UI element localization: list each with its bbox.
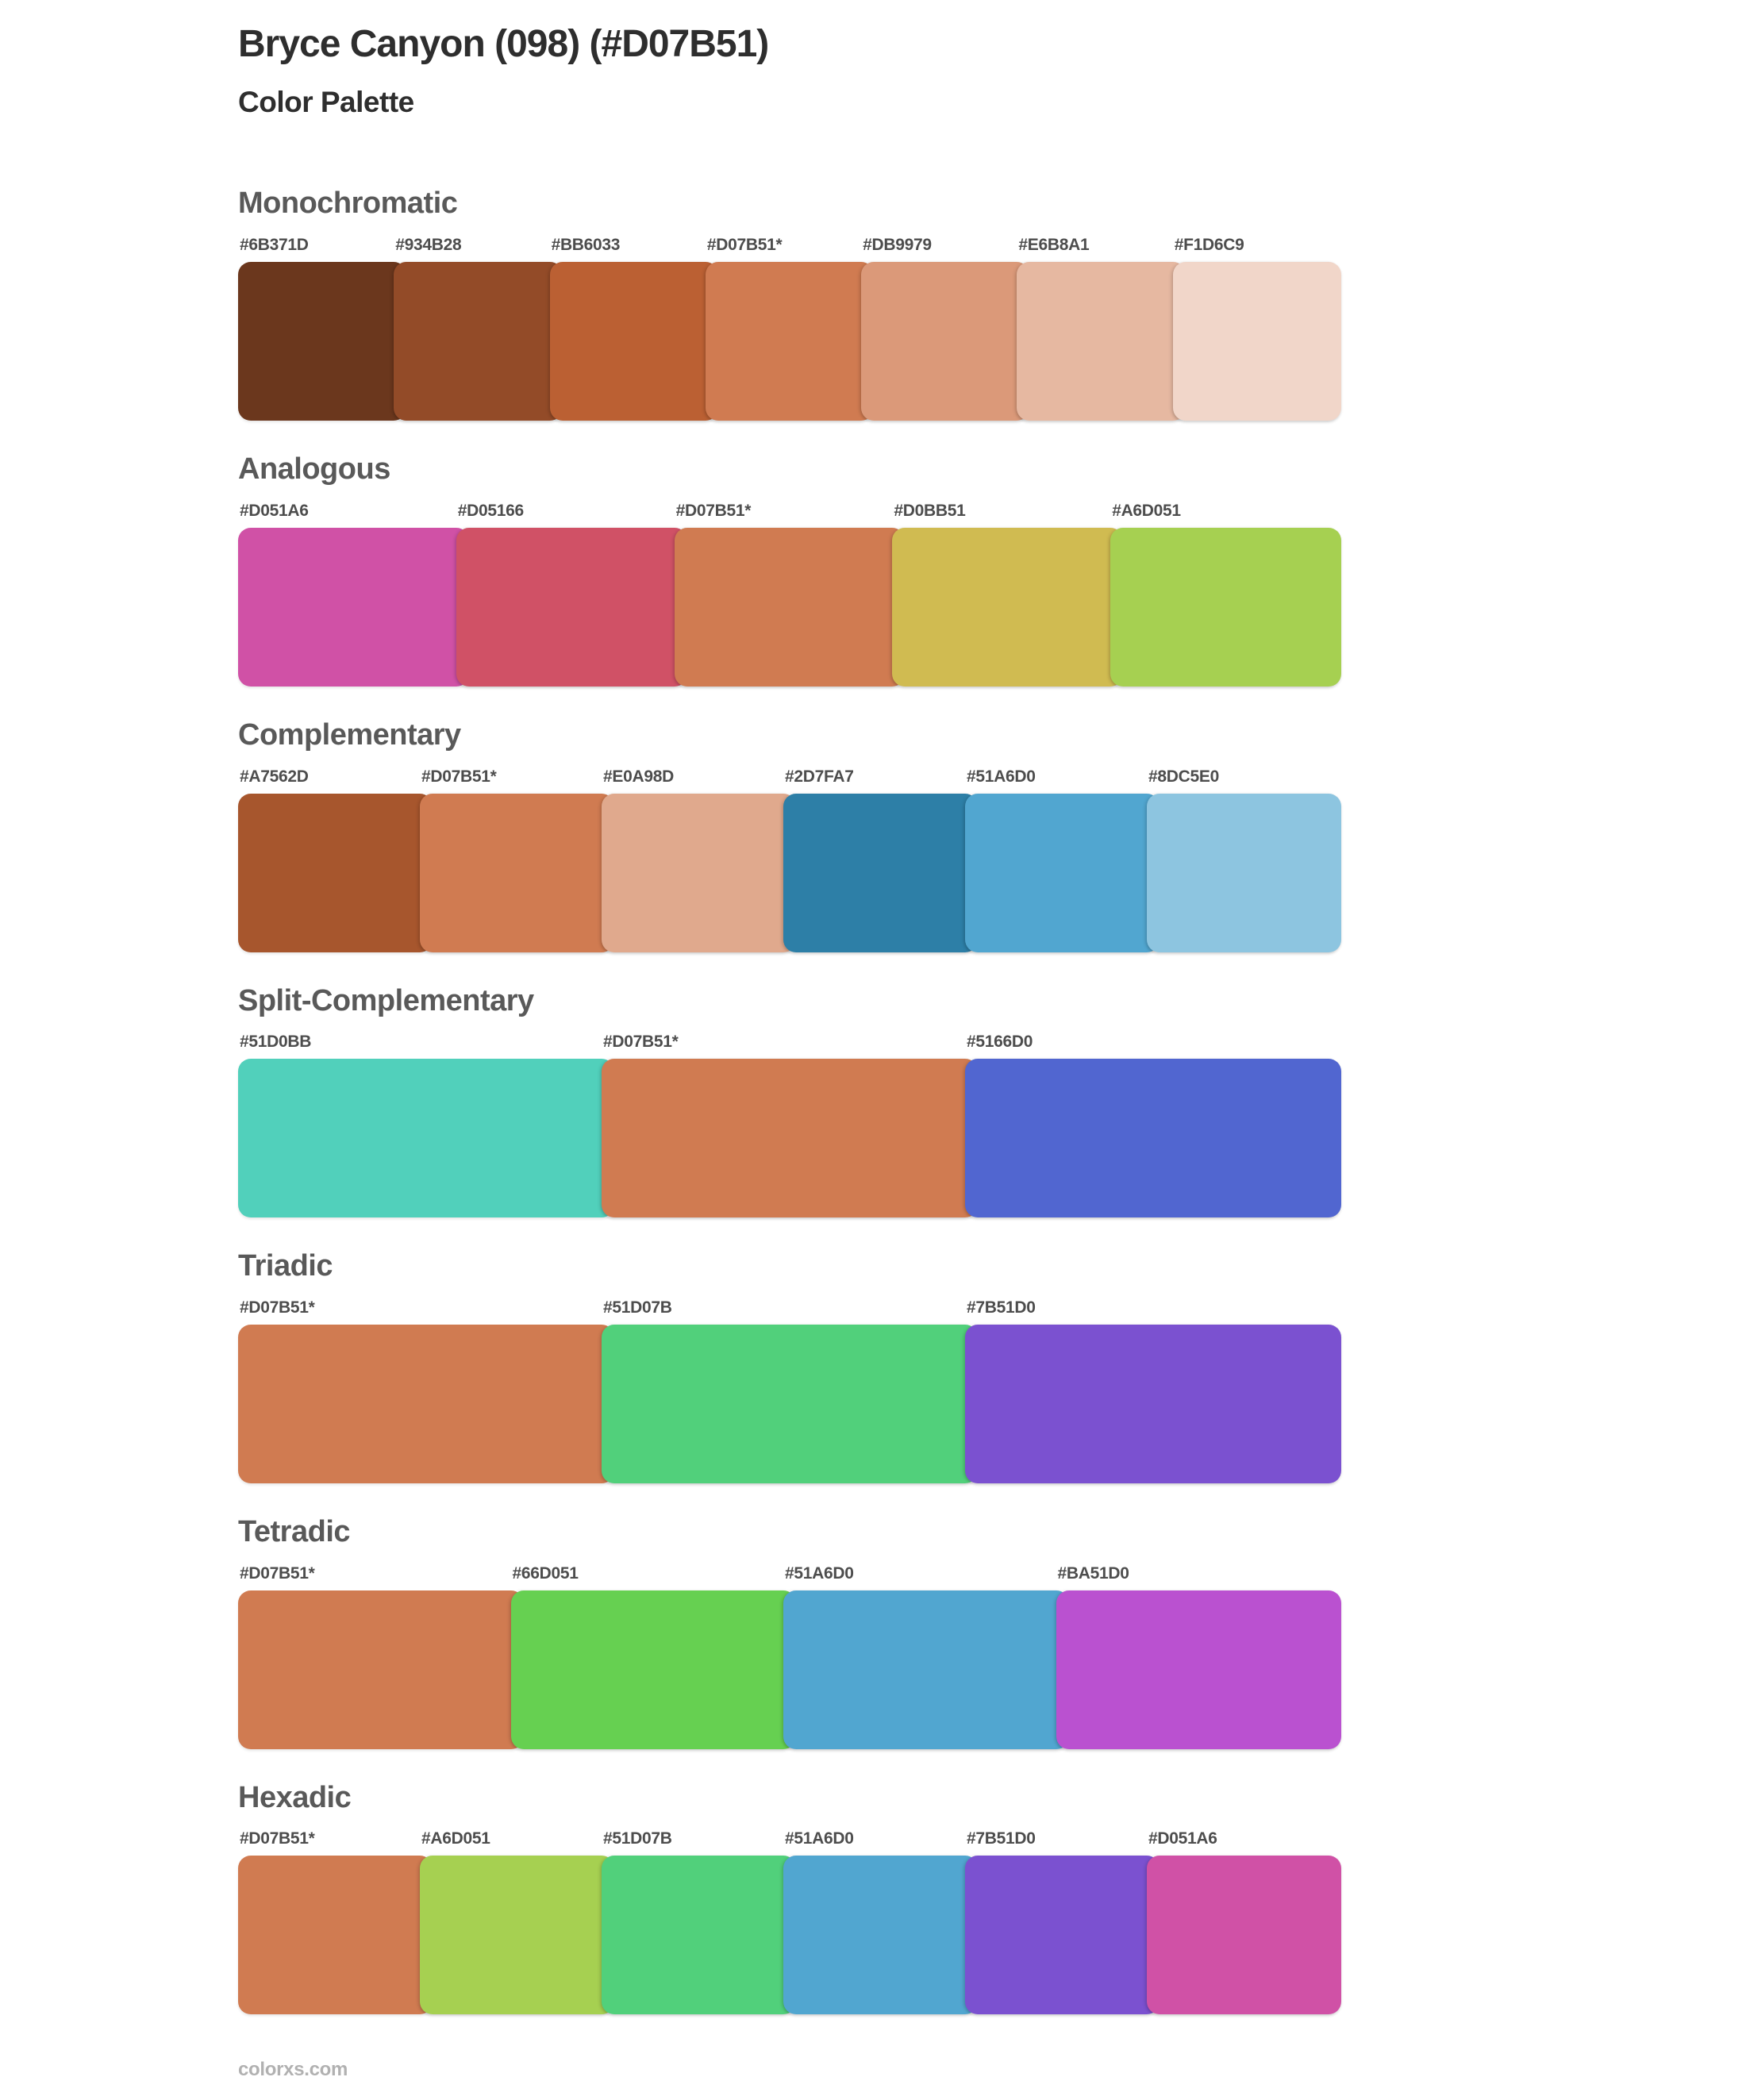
swatch-d07b51-base <box>238 1298 614 1483</box>
swatch-66d051 <box>511 1564 797 1749</box>
swatch-a6d051 <box>1110 502 1341 687</box>
swatch-color-block-8dc5e0[interactable] <box>1147 794 1341 952</box>
swatch-hex-label: #51D07B <box>603 1298 672 1317</box>
swatch-6b371d <box>238 236 406 421</box>
section-title-split-complementary: Split-Complementary <box>238 983 534 1017</box>
swatch-hex-label: #51A6D0 <box>785 1829 854 1848</box>
palette-section-analogous <box>238 452 1341 687</box>
swatch-color-block-bb6033[interactable] <box>550 262 718 421</box>
swatch-row <box>238 1829 1341 2014</box>
swatch-hex-label: #D07B51* <box>675 501 752 520</box>
page-subtitle: Color Palette <box>238 85 414 118</box>
swatch-hex-label: #51D0BB <box>240 1033 312 1052</box>
section-title-monochromatic: Monochromatic <box>238 187 458 221</box>
swatch-color-block-a7562d[interactable] <box>238 794 433 952</box>
swatch-color-block-51a6d0[interactable] <box>783 1590 1069 1749</box>
swatch-e0a98d <box>602 767 796 952</box>
swatch-8dc5e0 <box>1147 767 1341 952</box>
swatch-color-block-db9979[interactable] <box>861 262 1029 421</box>
swatch-hex-label: #51A6D0 <box>785 1563 854 1583</box>
swatch-hex-label: #51A6D0 <box>967 767 1036 786</box>
swatch-color-block-7b51d0[interactable] <box>965 1325 1341 1483</box>
swatch-color-block-7b51d0[interactable] <box>965 1856 1160 2014</box>
palette-sections <box>238 187 1341 2014</box>
swatch-d07b51-base <box>706 236 874 421</box>
swatch-bb6033 <box>550 236 718 421</box>
swatch-hex-label: #E6B8A1 <box>1018 236 1090 255</box>
swatch-d07b51-base <box>675 502 906 687</box>
swatch-color-block-d07b51[interactable] <box>238 1590 524 1749</box>
swatch-7b51d0 <box>965 1298 1341 1483</box>
swatch-7b51d0 <box>965 1829 1160 2014</box>
swatch-color-block-a6d051[interactable] <box>1110 528 1341 687</box>
swatch-d051a6 <box>1147 1829 1341 2014</box>
swatch-hex-label: #A6D051 <box>421 1829 490 1848</box>
swatch-color-block-d051a6[interactable] <box>1147 1856 1341 2014</box>
page-content <box>238 24 1341 2081</box>
swatch-color-block-d07b51[interactable] <box>675 528 906 687</box>
swatch-color-block-d07b51[interactable] <box>238 1856 433 2014</box>
swatch-hex-label: #D07B51* <box>706 236 783 255</box>
swatch-color-block-e6b8a1[interactable] <box>1017 262 1185 421</box>
swatch-color-block-d05166[interactable] <box>456 528 687 687</box>
swatch-color-block-2d7fa7[interactable] <box>783 794 978 952</box>
swatch-color-block-ba51d0[interactable] <box>1056 1590 1342 1749</box>
swatch-51a6d0 <box>783 1564 1069 1749</box>
swatch-d07b51-base <box>420 767 614 952</box>
section-title-complementary: Complementary <box>238 717 461 752</box>
swatch-51a6d0 <box>783 1829 978 2014</box>
swatch-d05166 <box>456 502 687 687</box>
swatch-color-block-f1d6c9[interactable] <box>1173 262 1341 421</box>
section-title-triadic: Triadic <box>238 1249 333 1283</box>
swatch-hex-label: #D07B51* <box>421 767 497 786</box>
swatch-5166d0 <box>965 1033 1341 1217</box>
swatch-d0bb51 <box>892 502 1123 687</box>
swatch-row <box>238 1033 1341 1217</box>
swatch-hex-label: #7B51D0 <box>967 1298 1036 1317</box>
palette-section-triadic <box>238 1249 1341 1483</box>
swatch-row <box>238 767 1341 952</box>
swatch-color-block-d07b51[interactable] <box>706 262 874 421</box>
swatch-hex-label: #51D07B <box>603 1829 672 1848</box>
swatch-hex-label: #D05166 <box>457 501 524 520</box>
swatch-hex-label: #2D7FA7 <box>785 767 854 786</box>
swatch-hex-label: #D0BB51 <box>894 501 966 520</box>
section-title-tetradic: Tetradic <box>238 1514 351 1548</box>
swatch-51a6d0 <box>965 767 1160 952</box>
swatch-51d07b <box>602 1298 978 1483</box>
swatch-hex-label: #5166D0 <box>967 1033 1033 1052</box>
swatch-d07b51-base <box>238 1564 524 1749</box>
swatch-row <box>238 502 1341 687</box>
swatch-color-block-51a6d0[interactable] <box>783 1856 978 2014</box>
section-title-hexadic: Hexadic <box>238 1780 352 1814</box>
swatch-color-block-51d07b[interactable] <box>602 1856 796 2014</box>
swatch-2d7fa7 <box>783 767 978 952</box>
swatch-hex-label: #6B371D <box>240 236 309 255</box>
swatch-hex-label: #A6D051 <box>1112 501 1181 520</box>
swatch-row <box>238 1298 1341 1483</box>
swatch-a7562d <box>238 767 433 952</box>
palette-section-monochromatic <box>238 187 1341 421</box>
swatch-d07b51-base <box>602 1033 978 1217</box>
swatch-51d0bb <box>238 1033 614 1217</box>
swatch-hex-label: #D07B51* <box>240 1298 315 1317</box>
swatch-51d07b <box>602 1829 796 2014</box>
swatch-hex-label: #BA51D0 <box>1057 1563 1129 1583</box>
palette-section-hexadic <box>238 1781 1341 2015</box>
swatch-hex-label: #D051A6 <box>240 501 309 520</box>
swatch-hex-label: #7B51D0 <box>967 1829 1036 1848</box>
swatch-db9979 <box>861 236 1029 421</box>
section-title-analogous: Analogous <box>238 452 390 487</box>
swatch-hex-label: #E0A98D <box>603 767 674 786</box>
swatch-hex-label: #D07B51* <box>603 1033 679 1052</box>
swatch-d07b51-base <box>238 1829 433 2014</box>
swatch-color-block-d051a6[interactable] <box>238 528 469 687</box>
swatch-color-block-5166d0[interactable] <box>965 1059 1341 1217</box>
palette-section-split-complementary <box>238 984 1341 1218</box>
swatch-color-block-51d0bb[interactable] <box>238 1059 614 1217</box>
swatch-d051a6 <box>238 502 469 687</box>
swatch-hex-label: #D07B51* <box>240 1563 315 1583</box>
swatch-color-block-51d07b[interactable] <box>602 1325 978 1483</box>
swatch-hex-label: #8DC5E0 <box>1148 767 1219 786</box>
swatch-ba51d0 <box>1056 1564 1342 1749</box>
palette-section-tetradic <box>238 1515 1341 1749</box>
swatch-934b28 <box>394 236 562 421</box>
swatch-a6d051 <box>420 1829 614 2014</box>
swatch-hex-label: #66D051 <box>512 1563 579 1583</box>
swatch-row <box>238 236 1341 421</box>
swatch-hex-label: #D07B51* <box>240 1829 315 1848</box>
footer-site-link[interactable]: colorxs.com <box>238 2059 348 2081</box>
swatch-hex-label: #A7562D <box>240 767 309 786</box>
swatch-hex-label: #D051A6 <box>1148 1829 1217 1848</box>
swatch-color-block-d07b51[interactable] <box>420 794 614 952</box>
swatch-e6b8a1 <box>1017 236 1185 421</box>
palette-section-complementary <box>238 718 1341 952</box>
swatch-color-block-a6d051[interactable] <box>420 1856 614 2014</box>
swatch-color-block-66d051[interactable] <box>511 1590 797 1749</box>
page-title: Bryce Canyon (098) (#D07B51) <box>238 23 769 65</box>
swatch-color-block-d0bb51[interactable] <box>892 528 1123 687</box>
swatch-row <box>238 1564 1341 1749</box>
swatch-hex-label: #934B28 <box>395 236 462 255</box>
swatch-color-block-d07b51[interactable] <box>602 1059 978 1217</box>
swatch-color-block-d07b51[interactable] <box>238 1325 614 1483</box>
swatch-color-block-51a6d0[interactable] <box>965 794 1160 952</box>
swatch-hex-label: #F1D6C9 <box>1174 236 1244 255</box>
swatch-color-block-e0a98d[interactable] <box>602 794 796 952</box>
swatch-color-block-934b28[interactable] <box>394 262 562 421</box>
swatch-f1d6c9 <box>1173 236 1341 421</box>
swatch-hex-label: #BB6033 <box>551 236 621 255</box>
swatch-color-block-6b371d[interactable] <box>238 262 406 421</box>
swatch-hex-label: #DB9979 <box>863 236 932 255</box>
